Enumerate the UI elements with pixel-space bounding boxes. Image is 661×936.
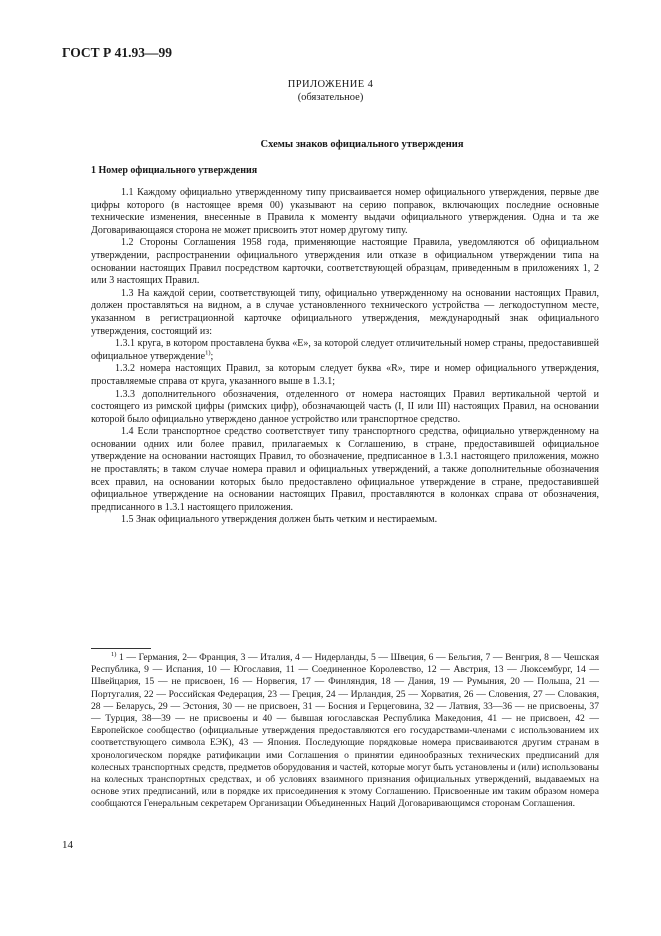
footnote bbox=[91, 652, 599, 811]
body-text bbox=[91, 187, 599, 527]
paragraph-1-2: 1.2 Стороны Соглашения 1958 года, применяющие настоящие Правила, уведомляются об официальном утверждении, распространении официального утверждения или отказе в официальном утверждении типа на основании настоящих Правил посредством карточки, соответствующей образцам, приведенным в приложениях 1, 2 или 3 настоящих Правил. bbox=[91, 237, 599, 287]
page-number: 14 bbox=[62, 839, 73, 851]
appendix-title: ПРИЛОЖЕНИЕ 4 bbox=[287, 79, 374, 90]
appendix-heading bbox=[62, 78, 599, 104]
footnote-ref: 1) bbox=[205, 349, 211, 357]
paragraph-1-3: 1.3 На каждой серии, соответствующей типу, официально утвержденному на основании настоящих Правил, должен проставляться на видном, а в случае установленного технического устройства — легкодоступном месте, указанном в регистрационной карточке официального утверждения, международный знак официального утверждения, состоящий из: bbox=[91, 287, 599, 337]
footnote-divider bbox=[91, 648, 151, 649]
paragraph-1-4: 1.4 Если транспортное средство соответствует типу транспортного средства, официально утвержденному на основании одних или более правил, прилагаемых к Соглашению, в стране, предоставившей официальное утверждение на основании настоящих Правил, то обозначение, предписанное в 1.3.1 настоящего приложения, можно не проставлять; в таком случае номера правил и официальных утверждений, а также дополнительные обозначения всех правил, на основании которых было предоставлено официальное утверждение в стране, предоставившей официальное утверждение на основании настоящих Правил, проставляются в колонках справа от обозначения, предписанного в 1.3.1 настоящего приложения. bbox=[91, 426, 599, 513]
main-title: Схемы знаков официального утверждения bbox=[260, 139, 464, 150]
paragraph-1-3-1-end: ; bbox=[210, 350, 214, 362]
footnote-text: 1 — Германия, 2— Франция, 3 — Италия, 4 — Нидерланды, 5 — Швеция, 6 — Бельгия, 7 — Венгрия, 8 — Чешская Республика, 9 — Испания, 10 — Югославия, 11 — Соединенное Королевство, 12 — Австрия, 13 — Люксембург, 14 — Швейцария, 15 — не присвоен, 16 — Норвегия, 17 — Финляндия, 18 — Дания, 19 — Румыния, 20 — Польша, 21 — Португалия, 22 — Российская Федерация, 23 — Греция, 24 — Ирландия, 25 — Хорватия, 26 — Словения, 27 — Словакия, 28 — Беларусь, 29 — Эстония, 30 — не присвоен, 31 — Босния и Герцеговина, 32 — Латвия, 33—36 — не присвоены, 37 — Турция, 38—39 — не присвоены и 40 — бывшая югославская Республика Македония, 41 — не присвоен, 42 — Европейское сообщество (официальные утверждения предоставляются его государствами-членами с использованием их соответствующего символа ЕЭК), 43 — Япония. Последующие порядковые номера присваиваются другим странам в хронологическом порядке ратификации ими Соглашения о принятии единообразных технических предписаний для колесных транспортных средств, предметов оборудования и частей, которые могут быть установлены и (или) использованы на колесных транспортных средствах, и об условиях взаимного признания официальных утверждений, выдаваемых на основе этих предписаний, или в порядке их присоединения к этому Соглашению. Присвоенные им таким образом номера сообщаются Генеральным секретарем Организации Объединенных Наций Договаривающимся сторонам Соглашения. bbox=[91, 652, 599, 810]
paragraph-1-3-1-text: 1.3.1 круга, в котором проставлена буква «E», за которой следует отличительный номер страны, предоставившей официальное утверждение bbox=[91, 338, 599, 362]
footnote-mark: 1) bbox=[111, 650, 117, 658]
section-heading: 1 Номер официального утверждения bbox=[91, 165, 258, 176]
paragraph-1-5: 1.5 Знак официального утверждения должен быть четким и нестираемым. bbox=[121, 514, 438, 526]
footnote-paragraph bbox=[91, 652, 599, 811]
appendix-subtitle: (обязательное) bbox=[297, 92, 364, 103]
paragraph-1-3-2: 1.3.2 номера настоящих Правил, за которым следует буква «R», тире и номер официального утверждения, проставляемые справа от круга, указанного выше в 1.3.1; bbox=[91, 363, 599, 387]
paragraph-1-3-1 bbox=[91, 338, 599, 363]
paragraph-1-1: 1.1 Каждому официально утвержденному типу присваивается номер официального утверждения, первые две цифры которого (в настоящее время 00) указывают на серию поправок, включающих последние основные технические изменения, внесенные в Правила к моменту выдачи официального утверждения. Одна и та же Договаривающаяся сторона не может присвоить этот номер другому типу. bbox=[91, 187, 599, 236]
document-code-header: ГОСТ Р 41.93—99 bbox=[62, 45, 173, 60]
paragraph-1-3-3: 1.3.3 дополнительного обозначения, отделенного от номера настоящих Правил вертикальной чертой и состоящего из римской цифры (римских цифр), обозначающей часть (I, II или III) настоящих Правил, на основании которой было официально утверждено данное устройство или транспортное средство. bbox=[91, 388, 599, 425]
